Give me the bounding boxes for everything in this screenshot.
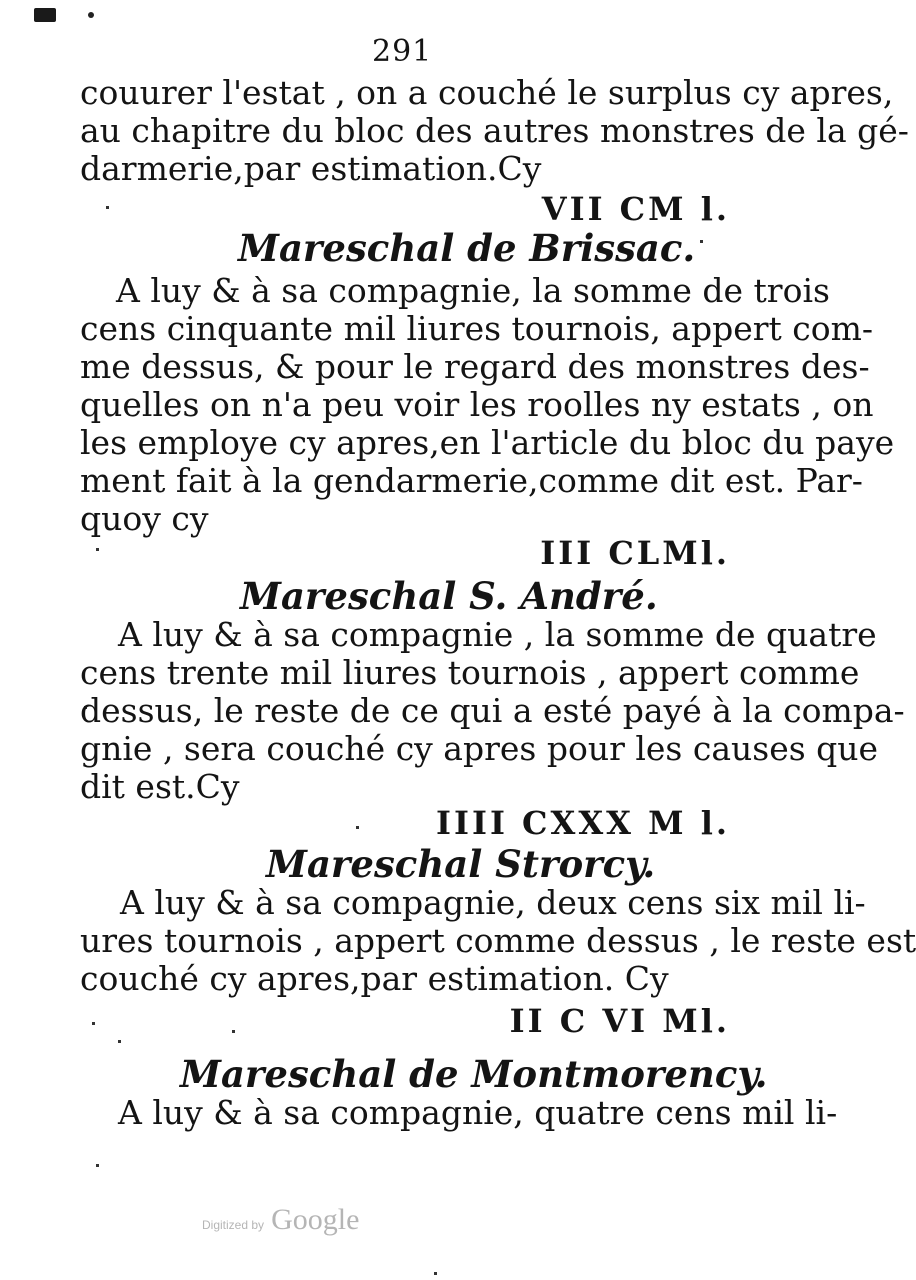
amount-total: III CLMl. (540, 534, 730, 572)
text-line: me dessus, & pour le regard des monstres des- (80, 347, 870, 386)
amount-total: IIII CXXX M l. (436, 804, 730, 842)
scan-dot-mark (88, 12, 94, 18)
text-line: A luy & à sa compagnie, quatre cens mil li- (118, 1093, 838, 1132)
text-line: dessus, le reste de ce qui a esté payé à la compa- (80, 691, 905, 730)
section-heading-montmorency: Mareschal de Montmorency. (180, 1052, 768, 1096)
watermark-brand: Google (271, 1203, 360, 1236)
scan-speck (96, 548, 99, 551)
text-line: les employe cy apres,en l'article du bloc du paye (80, 423, 895, 462)
text-line: ment fait à la gendarmerie,comme dit est. Par- (80, 461, 863, 500)
text-line: couurer l'estat , on a couché le surplus cy apres, (80, 73, 894, 112)
text-line: cens trente mil liures tournois , appert comme (80, 653, 860, 692)
scan-speck (434, 1272, 437, 1275)
text-line: quelles on n'a peu voir les roolles ny estats , on (80, 385, 874, 424)
amount-total: VII CM l. (541, 190, 730, 228)
text-line: gnie , sera couché cy apres pour les causes que (80, 729, 879, 768)
text-line: darmerie,par estimation.Cy (80, 149, 542, 188)
scan-speck (92, 1022, 95, 1025)
scan-blot-mark (34, 8, 56, 22)
text-line: couché cy apres,par estimation. Cy (80, 959, 669, 998)
section-heading-brissac: Mareschal de Brissac. (238, 226, 696, 270)
text-line: cens cinquante mil liures tournois, appert com- (80, 309, 874, 348)
digitized-watermark (202, 1203, 359, 1237)
text-line: A luy & à sa compagnie , la somme de quatre (118, 615, 877, 654)
page-number: 291 (372, 34, 433, 69)
watermark-prefix: Digitized by (202, 1218, 265, 1232)
text-line: quoy cy (80, 499, 209, 538)
text-line: dit est.Cy (80, 767, 240, 806)
text-line: A luy & à sa compagnie, la somme de trois (116, 271, 830, 310)
scan-speck (232, 1030, 235, 1033)
scan-speck (118, 1040, 121, 1043)
section-heading-andre: Mareschal S. André. (240, 574, 658, 618)
scan-speck (356, 826, 359, 829)
scan-speck (700, 240, 703, 243)
amount-total: II C VI Ml. (509, 1002, 730, 1040)
scan-speck (106, 206, 109, 209)
scan-speck (96, 1164, 99, 1167)
text-line: A luy & à sa compagnie, deux cens six mil li- (120, 883, 866, 922)
section-heading-strorcy: Mareschal Strorcy. (266, 842, 656, 886)
text-line: ures tournois , appert comme dessus , le reste est (80, 921, 916, 960)
text-line: au chapitre du bloc des autres monstres de la gé- (80, 111, 909, 150)
